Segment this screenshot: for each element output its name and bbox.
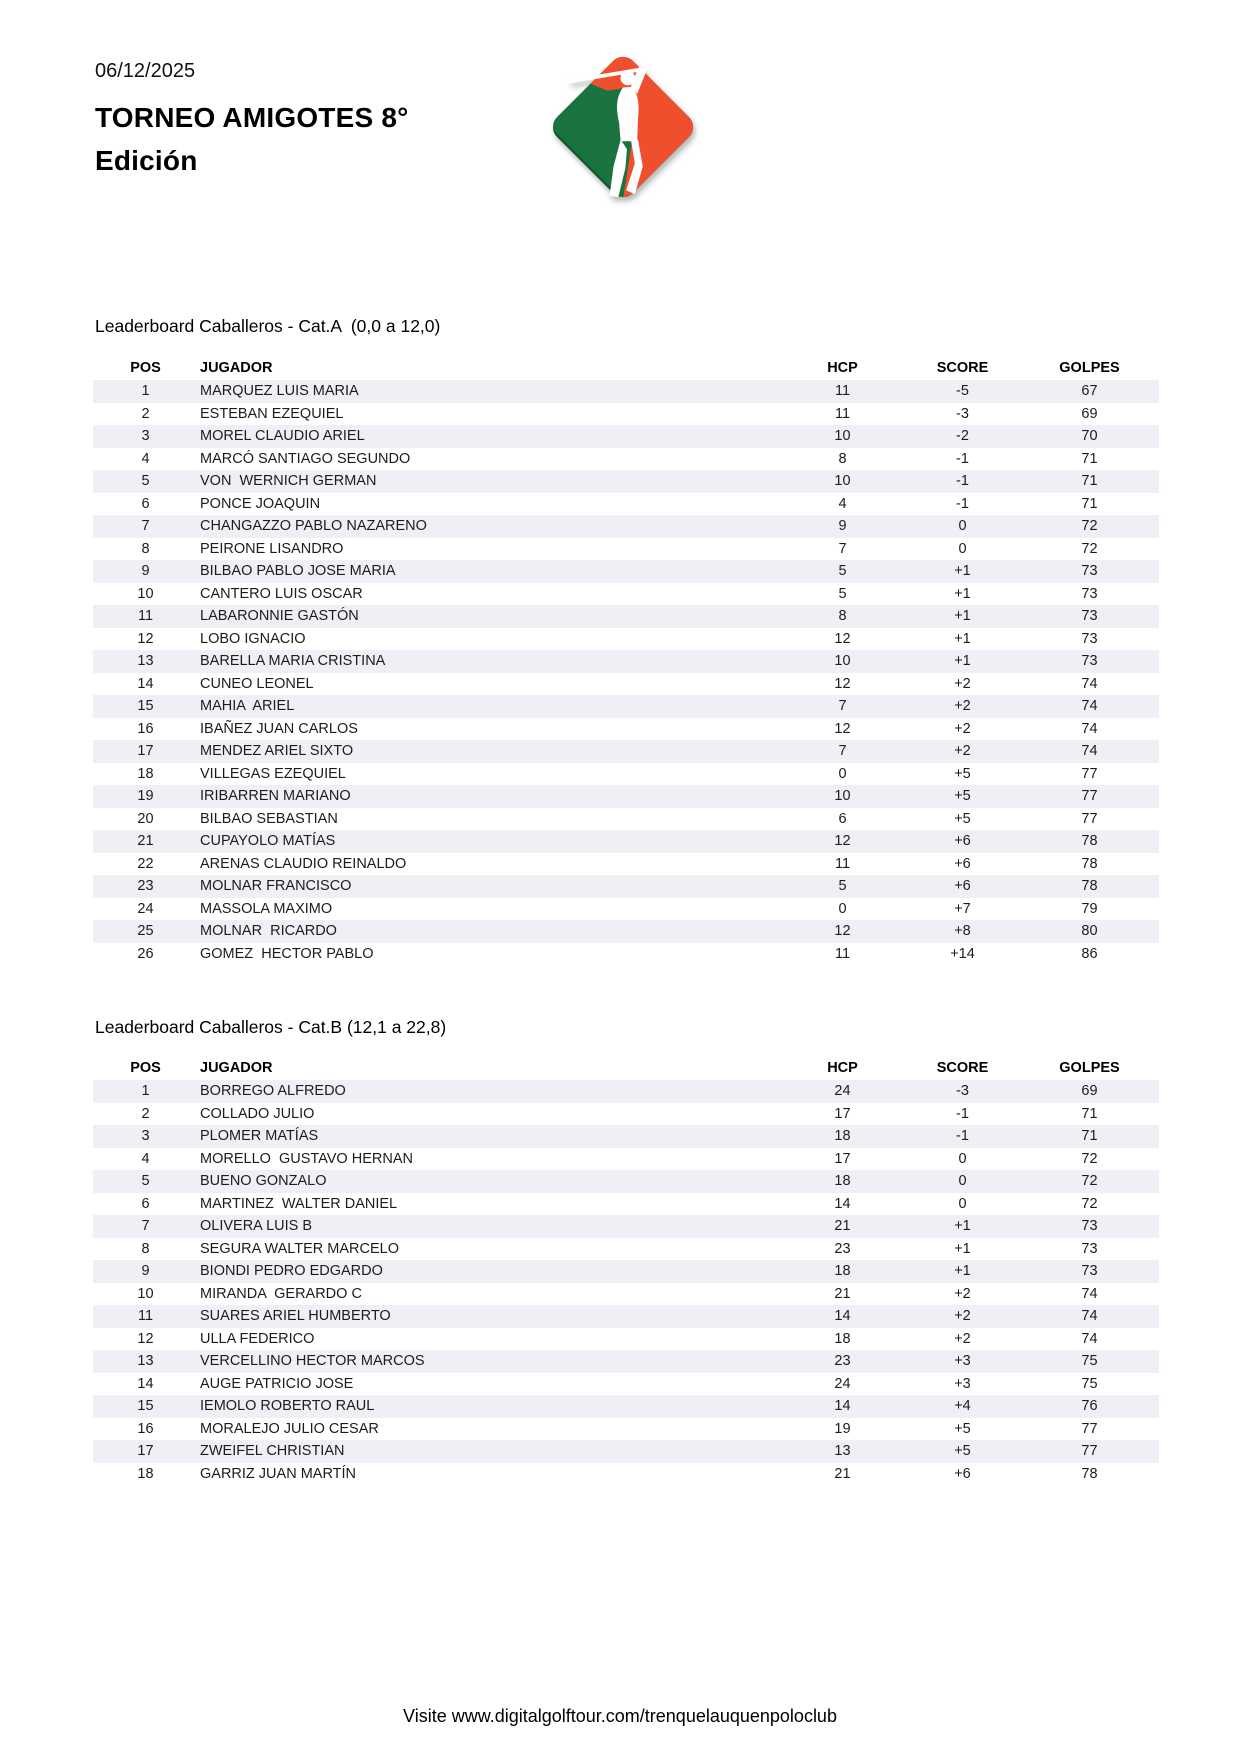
golpes-cell: 77 [1081, 1443, 1098, 1460]
hcp-cell: 23 [834, 1240, 851, 1257]
golpes-cell: 71 [1081, 495, 1098, 512]
score-cell: +2 [954, 1308, 971, 1325]
golpes-cell: 77 [1081, 765, 1098, 782]
pos-cell: 16 [137, 720, 154, 737]
table-row [93, 605, 1159, 628]
hcp-cell: 7 [838, 743, 847, 760]
player-cell: MOLNAR FRANCISCO [200, 878, 352, 895]
hcp-cell: 12 [834, 923, 851, 940]
hcp-cell: 12 [834, 630, 851, 647]
golpes-cell: 73 [1081, 630, 1098, 647]
player-cell: GOMEZ HECTOR PABLO [200, 945, 374, 962]
hcp-cell: 13 [834, 1443, 851, 1460]
golpes-cell: 69 [1081, 1083, 1098, 1100]
column-header-jugador: JUGADOR [200, 360, 273, 376]
column-header-golpes: GOLPES [1059, 360, 1120, 376]
player-cell: BARELLA MARIA CRISTINA [200, 653, 386, 670]
table-row [93, 628, 1159, 651]
golpes-cell: 71 [1081, 450, 1098, 467]
hcp-cell: 11 [834, 383, 851, 400]
hcp-cell: 0 [838, 765, 847, 782]
table-row [93, 538, 1159, 561]
table-row [93, 1283, 1159, 1306]
pos-cell: 13 [137, 1353, 154, 1370]
hcp-cell: 17 [834, 1105, 851, 1122]
golpes-cell: 72 [1081, 1173, 1098, 1190]
player-cell: PLOMER MATÍAS [200, 1128, 319, 1145]
score-cell: +2 [954, 675, 971, 692]
hcp-cell: 18 [834, 1173, 851, 1190]
golpes-cell: 72 [1081, 1195, 1098, 1212]
table-row [93, 695, 1159, 718]
score-cell: +2 [954, 1285, 971, 1302]
hcp-cell: 18 [834, 1263, 851, 1280]
player-cell: MORALEJO JULIO CESAR [200, 1420, 379, 1437]
table-row [93, 898, 1159, 921]
score-cell: +1 [954, 608, 971, 625]
pos-cell: 1 [141, 383, 150, 400]
column-header-pos: POS [130, 360, 161, 376]
hcp-cell: 12 [834, 675, 851, 692]
hcp-cell: 6 [838, 810, 847, 827]
pos-cell: 23 [137, 878, 154, 895]
player-cell: MARTINEZ WALTER DANIEL [200, 1195, 398, 1212]
table-row [93, 1125, 1159, 1148]
pos-cell: 11 [137, 1308, 154, 1325]
golpes-cell: 77 [1081, 810, 1098, 827]
hcp-cell: 12 [834, 720, 851, 737]
table-row [93, 1238, 1159, 1261]
player-cell: MENDEZ ARIEL SIXTO [200, 743, 354, 760]
pos-cell: 19 [137, 788, 154, 805]
score-cell: +2 [954, 1330, 971, 1347]
score-cell: +1 [954, 1240, 971, 1257]
score-cell: +2 [954, 698, 971, 715]
column-header-pos: POS [130, 1060, 161, 1076]
pos-cell: 3 [141, 1128, 150, 1145]
golpes-cell: 72 [1081, 1150, 1098, 1167]
table-row [93, 1440, 1159, 1463]
hcp-cell: 21 [834, 1285, 851, 1302]
pos-cell: 8 [141, 1240, 150, 1257]
player-cell: MIRANDA GERARDO C [200, 1285, 362, 1302]
table-row [93, 785, 1159, 808]
hcp-cell: 5 [838, 563, 847, 580]
score-cell: +6 [954, 878, 971, 895]
golpes-cell: 75 [1081, 1375, 1098, 1392]
hcp-cell: 12 [834, 833, 851, 850]
hcp-cell: 14 [834, 1398, 851, 1415]
pos-cell: 5 [141, 473, 150, 490]
table-row [93, 740, 1159, 763]
score-cell: +14 [950, 945, 975, 962]
page-title [95, 96, 409, 182]
score-cell: +3 [954, 1375, 971, 1392]
hcp-cell: 24 [834, 1083, 851, 1100]
pos-cell: 21 [137, 833, 154, 850]
player-cell: PEIRONE LISANDRO [200, 540, 344, 557]
pos-cell: 18 [137, 765, 154, 782]
hcp-cell: 10 [834, 653, 851, 670]
player-cell: AUGE PATRICIO JOSE [200, 1375, 354, 1392]
player-cell: MORELLO GUSTAVO HERNAN [200, 1150, 413, 1167]
pos-cell: 12 [137, 630, 154, 647]
player-cell: GARRIZ JUAN MARTÍN [200, 1465, 357, 1482]
golpes-cell: 71 [1081, 1128, 1098, 1145]
player-cell: SUARES ARIEL HUMBERTO [200, 1308, 391, 1325]
column-header-hcp: HCP [827, 360, 858, 376]
golpes-cell: 74 [1081, 720, 1098, 737]
golpes-cell: 71 [1081, 473, 1098, 490]
table-row [93, 380, 1159, 403]
hcp-cell: 18 [834, 1330, 851, 1347]
player-cell: MARQUEZ LUIS MARIA [200, 383, 359, 400]
player-cell: BILBAO SEBASTIAN [200, 810, 338, 827]
player-cell: LABARONNIE GASTÓN [200, 608, 359, 625]
hcp-cell: 24 [834, 1375, 851, 1392]
pos-cell: 14 [137, 1375, 154, 1392]
pos-cell: 15 [137, 1398, 154, 1415]
hcp-cell: 7 [838, 698, 847, 715]
score-cell: +1 [954, 630, 971, 647]
golpes-cell: 73 [1081, 1240, 1098, 1257]
table-row [93, 1350, 1159, 1373]
column-header-golpes: GOLPES [1059, 1060, 1120, 1076]
golpes-cell: 67 [1081, 383, 1098, 400]
table-row [93, 1170, 1159, 1193]
score-cell: +2 [954, 720, 971, 737]
hcp-cell: 5 [838, 585, 847, 602]
hcp-cell: 10 [834, 788, 851, 805]
golpes-cell: 69 [1081, 405, 1098, 422]
golpes-cell: 72 [1081, 518, 1098, 535]
pos-cell: 6 [141, 1195, 150, 1212]
score-cell: +5 [954, 1443, 971, 1460]
document-date: 06/12/2025 [95, 60, 196, 82]
score-cell: +7 [954, 900, 971, 917]
player-cell: MAHIA ARIEL [200, 698, 295, 715]
table-row [93, 448, 1159, 471]
table-row [93, 943, 1159, 966]
score-cell: -3 [956, 405, 969, 422]
score-cell: +1 [954, 563, 971, 580]
hcp-cell: 11 [834, 405, 851, 422]
pos-cell: 20 [137, 810, 154, 827]
table-row [93, 875, 1159, 898]
pos-cell: 13 [137, 653, 154, 670]
golpes-cell: 78 [1081, 878, 1098, 895]
hcp-cell: 14 [834, 1308, 851, 1325]
score-cell: -1 [956, 1105, 969, 1122]
hcp-cell: 10 [834, 428, 851, 445]
score-cell: +2 [954, 743, 971, 760]
hcp-cell: 8 [838, 450, 847, 467]
golpes-cell: 74 [1081, 675, 1098, 692]
pos-cell: 2 [141, 405, 150, 422]
pos-cell: 22 [137, 855, 154, 872]
player-cell: IEMOLO ROBERTO RAUL [200, 1398, 375, 1415]
golpes-cell: 74 [1081, 698, 1098, 715]
score-cell: +1 [954, 1263, 971, 1280]
golpes-cell: 86 [1081, 945, 1098, 962]
page-title-line2: Edición [95, 145, 198, 176]
hcp-cell: 8 [838, 608, 847, 625]
pos-cell: 6 [141, 495, 150, 512]
pos-cell: 4 [141, 1150, 150, 1167]
pos-cell: 18 [137, 1465, 154, 1482]
hcp-cell: 21 [834, 1465, 851, 1482]
leaderboard-table-cat-b [93, 1056, 1159, 1485]
golpes-cell: 71 [1081, 1105, 1098, 1122]
score-cell: -1 [956, 450, 969, 467]
score-cell: +6 [954, 1465, 971, 1482]
golpes-cell: 73 [1081, 1263, 1098, 1280]
pos-cell: 7 [141, 518, 150, 535]
score-cell: 0 [958, 540, 967, 557]
golpes-cell: 73 [1081, 653, 1098, 670]
golpes-cell: 78 [1081, 1465, 1098, 1482]
player-cell: IBAÑEZ JUAN CARLOS [200, 720, 358, 737]
score-cell: 0 [958, 1173, 967, 1190]
table-row [93, 425, 1159, 448]
player-cell: ARENAS CLAUDIO REINALDO [200, 855, 407, 872]
player-cell: BORREGO ALFREDO [200, 1083, 346, 1100]
score-cell: +3 [954, 1353, 971, 1370]
golpes-cell: 73 [1081, 563, 1098, 580]
pos-cell: 11 [137, 608, 154, 625]
golpes-cell: 78 [1081, 833, 1098, 850]
player-cell: OLIVERA LUIS B [200, 1218, 313, 1235]
table-row [93, 560, 1159, 583]
score-cell: +4 [954, 1398, 971, 1415]
golpes-cell: 74 [1081, 743, 1098, 760]
score-cell: +6 [954, 855, 971, 872]
golpes-cell: 73 [1081, 585, 1098, 602]
player-cell: CANTERO LUIS OSCAR [200, 585, 363, 602]
hcp-cell: 7 [838, 540, 847, 557]
golpes-cell: 70 [1081, 428, 1098, 445]
player-cell: BUENO GONZALO [200, 1173, 327, 1190]
column-header-hcp: HCP [827, 1060, 858, 1076]
pos-cell: 25 [137, 923, 154, 940]
table-row [93, 583, 1159, 606]
score-cell: +1 [954, 585, 971, 602]
score-cell: -1 [956, 1128, 969, 1145]
page-title-line1: TORNEO AMIGOTES 8° [95, 102, 409, 133]
golpes-cell: 74 [1081, 1285, 1098, 1302]
table-row [93, 493, 1159, 516]
score-cell: -1 [956, 495, 969, 512]
table-row [93, 830, 1159, 853]
hcp-cell: 5 [838, 878, 847, 895]
pos-cell: 16 [137, 1420, 154, 1437]
hcp-cell: 0 [838, 900, 847, 917]
score-cell: +1 [954, 653, 971, 670]
hcp-cell: 10 [834, 473, 851, 490]
table-row [93, 673, 1159, 696]
hcp-cell: 9 [838, 518, 847, 535]
table-row [93, 1215, 1159, 1238]
golpes-cell: 74 [1081, 1330, 1098, 1347]
pos-cell: 1 [141, 1083, 150, 1100]
player-cell: SEGURA WALTER MARCELO [200, 1240, 400, 1257]
pos-cell: 10 [137, 1285, 154, 1302]
leaderboard-table-cat-a [93, 356, 1159, 965]
table-row [93, 1080, 1159, 1103]
golpes-cell: 73 [1081, 1218, 1098, 1235]
table-header-row [93, 356, 1159, 380]
table-row [93, 403, 1159, 426]
player-cell: ULLA FEDERICO [200, 1330, 315, 1347]
player-cell: COLLADO JULIO [200, 1105, 315, 1122]
player-cell: IRIBARREN MARIANO [200, 788, 351, 805]
golpes-cell: 77 [1081, 788, 1098, 805]
score-cell: 0 [958, 1150, 967, 1167]
pos-cell: 15 [137, 698, 154, 715]
player-cell: ESTEBAN EZEQUIEL [200, 405, 344, 422]
hcp-cell: 11 [834, 855, 851, 872]
column-header-score: SCORE [936, 360, 989, 376]
score-cell: +5 [954, 765, 971, 782]
pos-cell: 7 [141, 1218, 150, 1235]
hcp-cell: 4 [838, 495, 847, 512]
player-cell: VERCELLINO HECTOR MARCOS [200, 1353, 425, 1370]
pos-cell: 17 [137, 743, 154, 760]
table-row [93, 1260, 1159, 1283]
hcp-cell: 11 [834, 945, 851, 962]
pos-cell: 14 [137, 675, 154, 692]
score-cell: -2 [956, 428, 969, 445]
golpes-cell: 75 [1081, 1353, 1098, 1370]
table-row [93, 470, 1159, 493]
golpes-cell: 79 [1081, 900, 1098, 917]
pos-cell: 3 [141, 428, 150, 445]
column-header-score: SCORE [936, 1060, 989, 1076]
hcp-cell: 14 [834, 1195, 851, 1212]
player-cell: LOBO IGNACIO [200, 630, 306, 647]
pos-cell: 12 [137, 1330, 154, 1347]
section-title-cat-a: Leaderboard Caballeros - Cat.A (0,0 a 12,0) [95, 316, 441, 336]
footer-url: Visite www.digitalgolftour.com/trenquelauquenpoloclub [403, 1706, 837, 1726]
golpes-cell: 74 [1081, 1308, 1098, 1325]
table-row [93, 718, 1159, 741]
table-row [93, 1328, 1159, 1351]
score-cell: +6 [954, 833, 971, 850]
pos-cell: 24 [137, 900, 154, 917]
player-cell: VON WERNICH GERMAN [200, 473, 377, 490]
player-cell: MOREL CLAUDIO ARIEL [200, 428, 365, 445]
pos-cell: 17 [137, 1443, 154, 1460]
player-cell: CHANGAZZO PABLO NAZARENO [200, 518, 427, 535]
player-cell: PONCE JOAQUIN [200, 495, 321, 512]
pos-cell: 5 [141, 1173, 150, 1190]
golpes-cell: 76 [1081, 1398, 1098, 1415]
table-row [93, 1463, 1159, 1486]
table-row [93, 763, 1159, 786]
player-cell: VILLEGAS EZEQUIEL [200, 765, 346, 782]
golpes-cell: 72 [1081, 540, 1098, 557]
golpes-cell: 77 [1081, 1420, 1098, 1437]
player-cell: BILBAO PABLO JOSE MARIA [200, 563, 396, 580]
score-cell: +5 [954, 788, 971, 805]
golpes-cell: 73 [1081, 608, 1098, 625]
player-cell: CUPAYOLO MATÍAS [200, 833, 336, 850]
pos-cell: 8 [141, 540, 150, 557]
golpes-cell: 80 [1081, 923, 1098, 940]
table-row [93, 515, 1159, 538]
pos-cell: 10 [137, 585, 154, 602]
pos-cell: 26 [137, 945, 154, 962]
hcp-cell: 21 [834, 1218, 851, 1235]
golf-tour-logo-icon [544, 46, 702, 208]
table-row [93, 853, 1159, 876]
score-cell: 0 [958, 518, 967, 535]
hcp-cell: 17 [834, 1150, 851, 1167]
score-cell: +5 [954, 1420, 971, 1437]
player-cell: ZWEIFEL CHRISTIAN [200, 1443, 345, 1460]
table-row [93, 1148, 1159, 1171]
score-cell: -5 [956, 383, 969, 400]
pos-cell: 4 [141, 450, 150, 467]
table-row [93, 1418, 1159, 1441]
table-row [93, 1373, 1159, 1396]
hcp-cell: 19 [834, 1420, 851, 1437]
pos-cell: 9 [141, 563, 150, 580]
player-cell: MARCÓ SANTIAGO SEGUNDO [200, 450, 411, 467]
pos-cell: 9 [141, 1263, 150, 1280]
table-row [93, 920, 1159, 943]
player-cell: MASSOLA MAXIMO [200, 900, 333, 917]
table-row [93, 808, 1159, 831]
golpes-cell: 78 [1081, 855, 1098, 872]
score-cell: +1 [954, 1218, 971, 1235]
hcp-cell: 18 [834, 1128, 851, 1145]
score-cell: +8 [954, 923, 971, 940]
player-cell: BIONDI PEDRO EDGARDO [200, 1263, 383, 1280]
score-cell: +5 [954, 810, 971, 827]
hcp-cell: 23 [834, 1353, 851, 1370]
table-row [93, 1395, 1159, 1418]
table-row [93, 1193, 1159, 1216]
table-row [93, 1305, 1159, 1328]
score-cell: -1 [956, 473, 969, 490]
player-cell: CUNEO LEONEL [200, 675, 314, 692]
table-row [93, 650, 1159, 673]
section-title-cat-b: Leaderboard Caballeros - Cat.B (12,1 a 22,8) [95, 1017, 447, 1037]
column-header-jugador: JUGADOR [200, 1060, 273, 1076]
table-row [93, 1103, 1159, 1126]
player-cell: MOLNAR RICARDO [200, 923, 337, 940]
score-cell: 0 [958, 1195, 967, 1212]
pos-cell: 2 [141, 1105, 150, 1122]
score-cell: -3 [956, 1083, 969, 1100]
table-header-row [93, 1056, 1159, 1080]
